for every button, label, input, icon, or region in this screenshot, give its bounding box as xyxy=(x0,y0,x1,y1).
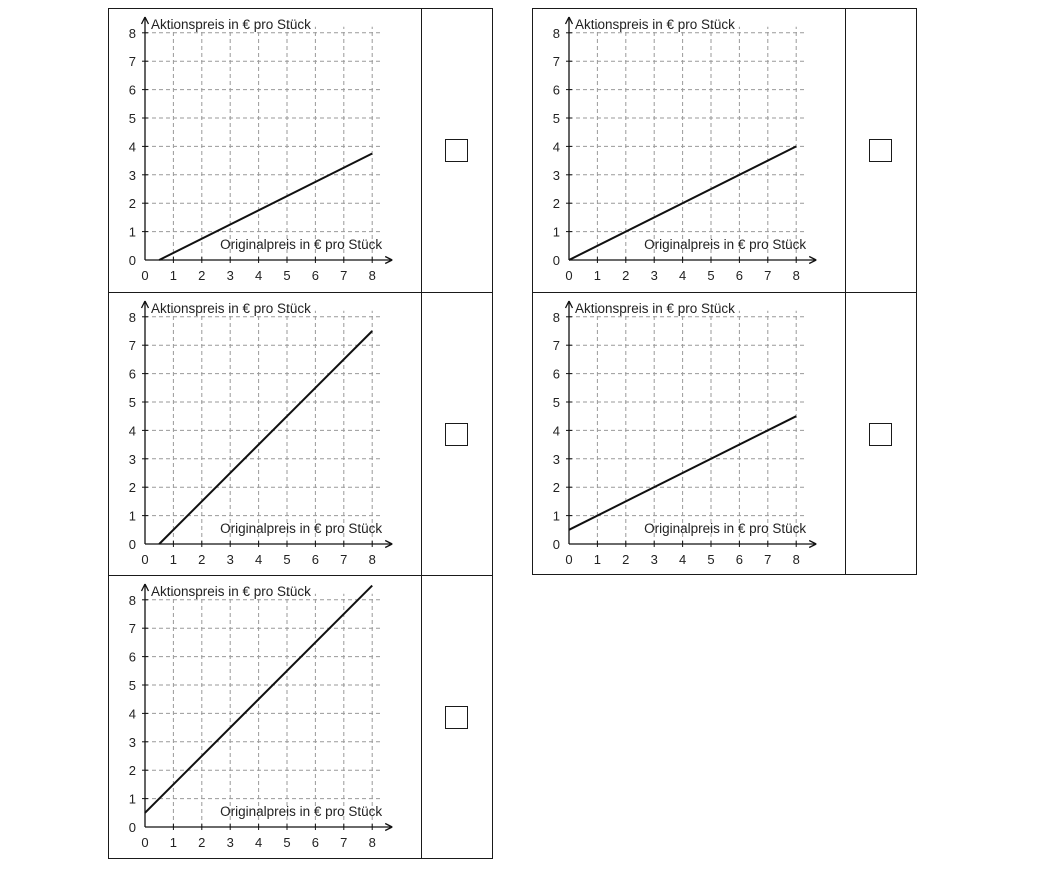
x-tick-label: 6 xyxy=(311,835,320,850)
option-row-3 xyxy=(109,292,492,575)
y-tick-label: 3 xyxy=(128,167,136,183)
x-tick-label: 0 xyxy=(565,268,573,283)
y-tick-label: 0 xyxy=(552,253,560,268)
y-tick-label: 2 xyxy=(128,763,136,779)
x-tick-label: 5 xyxy=(283,552,291,567)
x-tick-label: 7 xyxy=(764,552,772,567)
x-tick-label: 5 xyxy=(283,268,291,283)
x-tick-label: 3 xyxy=(226,552,234,567)
y-axis-label: Aktionspreis in € pro Stück xyxy=(575,17,735,32)
y-tick-label: 2 xyxy=(552,480,560,496)
option-row-4 xyxy=(533,292,916,575)
y-axis-label: Aktionspreis in € pro Stück xyxy=(575,301,735,316)
y-tick-label: 2 xyxy=(552,196,560,212)
x-tick-label: 8 xyxy=(792,268,800,283)
x-tick-label: 0 xyxy=(565,552,573,567)
x-axis-label: Originalpreis in € pro Stück xyxy=(220,237,383,252)
x-tick-label: 6 xyxy=(311,552,320,567)
x-tick-label: 7 xyxy=(764,268,772,283)
y-tick-label: 3 xyxy=(552,167,560,183)
y-tick-label: 8 xyxy=(128,25,136,41)
y-tick-label: 4 xyxy=(128,139,136,155)
x-tick-label: 4 xyxy=(678,268,687,283)
checkbox-option-5[interactable] xyxy=(445,706,468,729)
option-row-1 xyxy=(109,9,492,292)
chart-option-3 xyxy=(109,293,421,576)
y-tick-label: 4 xyxy=(128,423,136,439)
x-tick-label: 2 xyxy=(622,268,630,283)
column-divider xyxy=(421,9,422,292)
x-tick-label: 6 xyxy=(735,552,744,567)
y-tick-label: 0 xyxy=(128,820,136,835)
x-axis-label: Originalpreis in € pro Stück xyxy=(220,521,383,536)
y-tick-label: 7 xyxy=(128,338,136,354)
series-line xyxy=(145,586,372,813)
y-tick-label: 6 xyxy=(128,649,136,665)
y-tick-label: 1 xyxy=(128,791,136,807)
x-tick-label: 2 xyxy=(622,552,630,567)
checkbox-option-2[interactable] xyxy=(869,139,892,162)
x-tick-label: 8 xyxy=(792,552,800,567)
x-tick-label: 2 xyxy=(198,552,206,567)
chart-option-4 xyxy=(533,293,845,576)
answer-table-left xyxy=(108,8,493,859)
x-tick-label: 3 xyxy=(226,268,234,283)
x-tick-label: 6 xyxy=(311,268,320,283)
y-tick-label: 5 xyxy=(128,678,136,693)
x-tick-label: 4 xyxy=(254,552,263,567)
x-tick-label: 2 xyxy=(198,268,206,283)
checkbox-option-1[interactable] xyxy=(445,139,468,162)
y-tick-label: 5 xyxy=(128,395,136,410)
y-tick-label: 5 xyxy=(128,111,136,126)
x-axis-label: Originalpreis in € pro Stück xyxy=(220,804,383,819)
x-tick-label: 6 xyxy=(735,268,744,283)
checkbox-option-4[interactable] xyxy=(869,423,892,446)
y-axis-label: Aktionspreis in € pro Stück xyxy=(151,17,311,32)
y-axis-label: Aktionspreis in € pro Stück xyxy=(151,584,311,599)
y-tick-label: 8 xyxy=(128,309,136,325)
x-tick-label: 1 xyxy=(593,268,602,283)
column-divider xyxy=(845,9,846,292)
y-tick-label: 4 xyxy=(552,139,560,155)
y-tick-label: 2 xyxy=(128,480,136,496)
y-tick-label: 0 xyxy=(128,253,136,268)
x-tick-label: 1 xyxy=(169,268,178,283)
y-tick-label: 5 xyxy=(552,111,560,126)
x-tick-label: 2 xyxy=(198,835,206,850)
x-tick-label: 3 xyxy=(650,552,658,567)
y-axis-label: Aktionspreis in € pro Stück xyxy=(151,301,311,316)
x-tick-label: 3 xyxy=(226,835,234,850)
option-row-5 xyxy=(109,575,492,858)
option-row-2 xyxy=(533,9,916,292)
checkbox-option-3[interactable] xyxy=(445,423,468,446)
x-tick-label: 8 xyxy=(368,268,376,283)
y-tick-label: 2 xyxy=(128,196,136,212)
x-tick-label: 3 xyxy=(650,268,658,283)
y-tick-label: 8 xyxy=(128,592,136,608)
x-tick-label: 4 xyxy=(254,835,263,850)
column-divider xyxy=(421,293,422,575)
column-divider xyxy=(421,576,422,858)
y-tick-label: 6 xyxy=(552,82,560,98)
y-tick-label: 1 xyxy=(552,508,560,524)
y-tick-label: 3 xyxy=(128,734,136,750)
x-tick-label: 5 xyxy=(707,268,715,283)
x-tick-label: 0 xyxy=(141,835,149,850)
y-tick-label: 7 xyxy=(128,621,136,637)
chart-option-5 xyxy=(109,576,421,859)
y-tick-label: 8 xyxy=(552,309,560,325)
y-tick-label: 6 xyxy=(128,366,136,382)
y-tick-label: 7 xyxy=(128,54,136,70)
x-tick-label: 0 xyxy=(141,552,149,567)
x-tick-label: 7 xyxy=(340,268,348,283)
answer-table-right xyxy=(532,8,917,575)
x-tick-label: 1 xyxy=(593,552,602,567)
x-tick-label: 8 xyxy=(368,835,376,850)
x-axis-label: Originalpreis in € pro Stück xyxy=(644,521,807,536)
y-tick-label: 0 xyxy=(552,537,560,552)
y-tick-label: 1 xyxy=(128,508,136,524)
x-tick-label: 4 xyxy=(254,268,263,283)
chart-option-1 xyxy=(109,9,421,292)
x-tick-label: 8 xyxy=(368,552,376,567)
y-tick-label: 7 xyxy=(552,338,560,354)
x-tick-label: 5 xyxy=(707,552,715,567)
y-tick-label: 1 xyxy=(128,224,136,240)
y-tick-label: 6 xyxy=(128,82,136,98)
x-axis-label: Originalpreis in € pro Stück xyxy=(644,237,807,252)
x-tick-label: 0 xyxy=(141,268,149,283)
y-tick-label: 1 xyxy=(552,224,560,240)
y-tick-label: 0 xyxy=(128,537,136,552)
y-tick-label: 3 xyxy=(128,451,136,467)
y-tick-label: 8 xyxy=(552,25,560,41)
y-tick-label: 6 xyxy=(552,366,560,382)
x-tick-label: 7 xyxy=(340,552,348,567)
chart-option-2 xyxy=(533,9,845,292)
x-tick-label: 7 xyxy=(340,835,348,850)
y-tick-label: 5 xyxy=(552,395,560,410)
y-tick-label: 7 xyxy=(552,54,560,70)
series-line xyxy=(159,331,372,544)
column-divider xyxy=(845,293,846,575)
x-tick-label: 1 xyxy=(169,552,178,567)
x-tick-label: 1 xyxy=(169,835,178,850)
y-tick-label: 3 xyxy=(552,451,560,467)
x-tick-label: 5 xyxy=(283,835,291,850)
y-tick-label: 4 xyxy=(128,706,136,722)
x-tick-label: 4 xyxy=(678,552,687,567)
y-tick-label: 4 xyxy=(552,423,560,439)
